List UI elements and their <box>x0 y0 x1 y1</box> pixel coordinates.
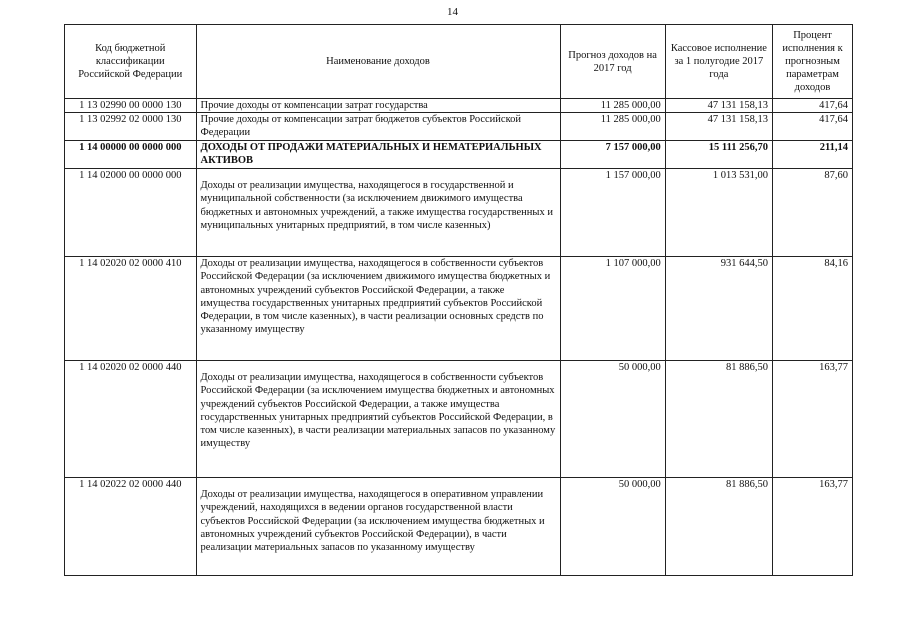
row-pct: 417,64 <box>773 113 853 141</box>
table-row <box>65 99 853 113</box>
row-exec: 47 131 158,13 <box>665 99 772 113</box>
row-code: 1 14 02000 00 0000 000 <box>65 169 197 257</box>
row-code: 1 13 02990 00 0000 130 <box>65 99 197 113</box>
row-pct: 87,60 <box>773 169 853 257</box>
row-code: 1 14 00000 00 0000 000 <box>65 141 197 169</box>
row-exec: 81 886,50 <box>665 478 772 576</box>
row-name: Прочие доходы от компенсации затрат государства <box>196 99 560 113</box>
row-exec: 1 013 531,00 <box>665 169 772 257</box>
row-exec: 81 886,50 <box>665 361 772 478</box>
table-row <box>65 257 853 361</box>
header-name: Наименование доходов <box>196 25 560 99</box>
row-code: 1 14 02020 02 0000 410 <box>65 257 197 361</box>
row-name: Доходы от реализации имущества, находящегося в государственной и муниципальной собственности (за исключением движимого имущества бюджетных и автономных учреждений, а также имущества государственных и муниципальных унитарных предприятий, в том числе казенных) <box>196 169 560 257</box>
row-plan: 1 157 000,00 <box>560 169 665 257</box>
row-name: ДОХОДЫ ОТ ПРОДАЖИ МАТЕРИАЛЬНЫХ И НЕМАТЕРИАЛЬНЫХ АКТИВОВ <box>196 141 560 169</box>
row-plan: 11 285 000,00 <box>560 113 665 141</box>
row-name: Прочие доходы от компенсации затрат бюджетов субъектов Российской Федерации <box>196 113 560 141</box>
row-name: Доходы от реализации имущества, находящегося в собственности субъектов Российской Федерации (за исключением движимого имущества бюджетных и автономных учреждений субъектов Российской Федерации, а также имущества государственных унитарных предприятий субъектов Российской Федерации, в том числе казенных), в части реализации основных средств по указанному имуществу <box>196 257 560 361</box>
revenue-table <box>64 24 853 576</box>
table-row <box>65 169 853 257</box>
page-number: 14 <box>447 6 458 18</box>
row-pct: 163,77 <box>773 478 853 576</box>
table-header-row <box>65 25 853 99</box>
row-plan: 50 000,00 <box>560 478 665 576</box>
row-name: Доходы от реализации имущества, находящегося в собственности субъектов Российской Федерации (за исключением имущества бюджетных и автономных учреждений субъектов Российской Федерации, а также имущества государственных унитарных предприятий субъектов Российской Федерации, в том числе казенных), в части реализации материальных запасов по указанному имуществу <box>196 361 560 478</box>
row-plan: 7 157 000,00 <box>560 141 665 169</box>
row-exec: 931 644,50 <box>665 257 772 361</box>
row-pct: 417,64 <box>773 99 853 113</box>
row-exec: 47 131 158,13 <box>665 113 772 141</box>
row-pct: 84,16 <box>773 257 853 361</box>
row-pct: 211,14 <box>773 141 853 169</box>
row-plan: 1 107 000,00 <box>560 257 665 361</box>
row-name: Доходы от реализации имущества, находящегося в оперативном управлении учреждений, находящихся в ведении органов государственной власти субъектов Российской Федерации (за исключением имущества бюджетных и автономных учреждений субъектов Российской Федерации), в части реализации материальных запасов по указанному имуществу <box>196 478 560 576</box>
table-row <box>65 361 853 478</box>
header-plan: Прогноз доходов на 2017 год <box>560 25 665 99</box>
row-code: 1 14 02020 02 0000 440 <box>65 361 197 478</box>
row-code: 1 13 02992 02 0000 130 <box>65 113 197 141</box>
table-row <box>65 141 853 169</box>
row-pct: 163,77 <box>773 361 853 478</box>
header-code: Код бюджетной классификации Российской Федерации <box>65 25 197 99</box>
row-plan: 11 285 000,00 <box>560 99 665 113</box>
table-row <box>65 478 853 576</box>
table-row <box>65 113 853 141</box>
header-pct: Процент исполнения к прогнозным параметрам доходов <box>773 25 853 99</box>
row-code: 1 14 02022 02 0000 440 <box>65 478 197 576</box>
row-plan: 50 000,00 <box>560 361 665 478</box>
header-exec: Кассовое исполнение за 1 полугодие 2017 года <box>665 25 772 99</box>
row-exec: 15 111 256,70 <box>665 141 772 169</box>
